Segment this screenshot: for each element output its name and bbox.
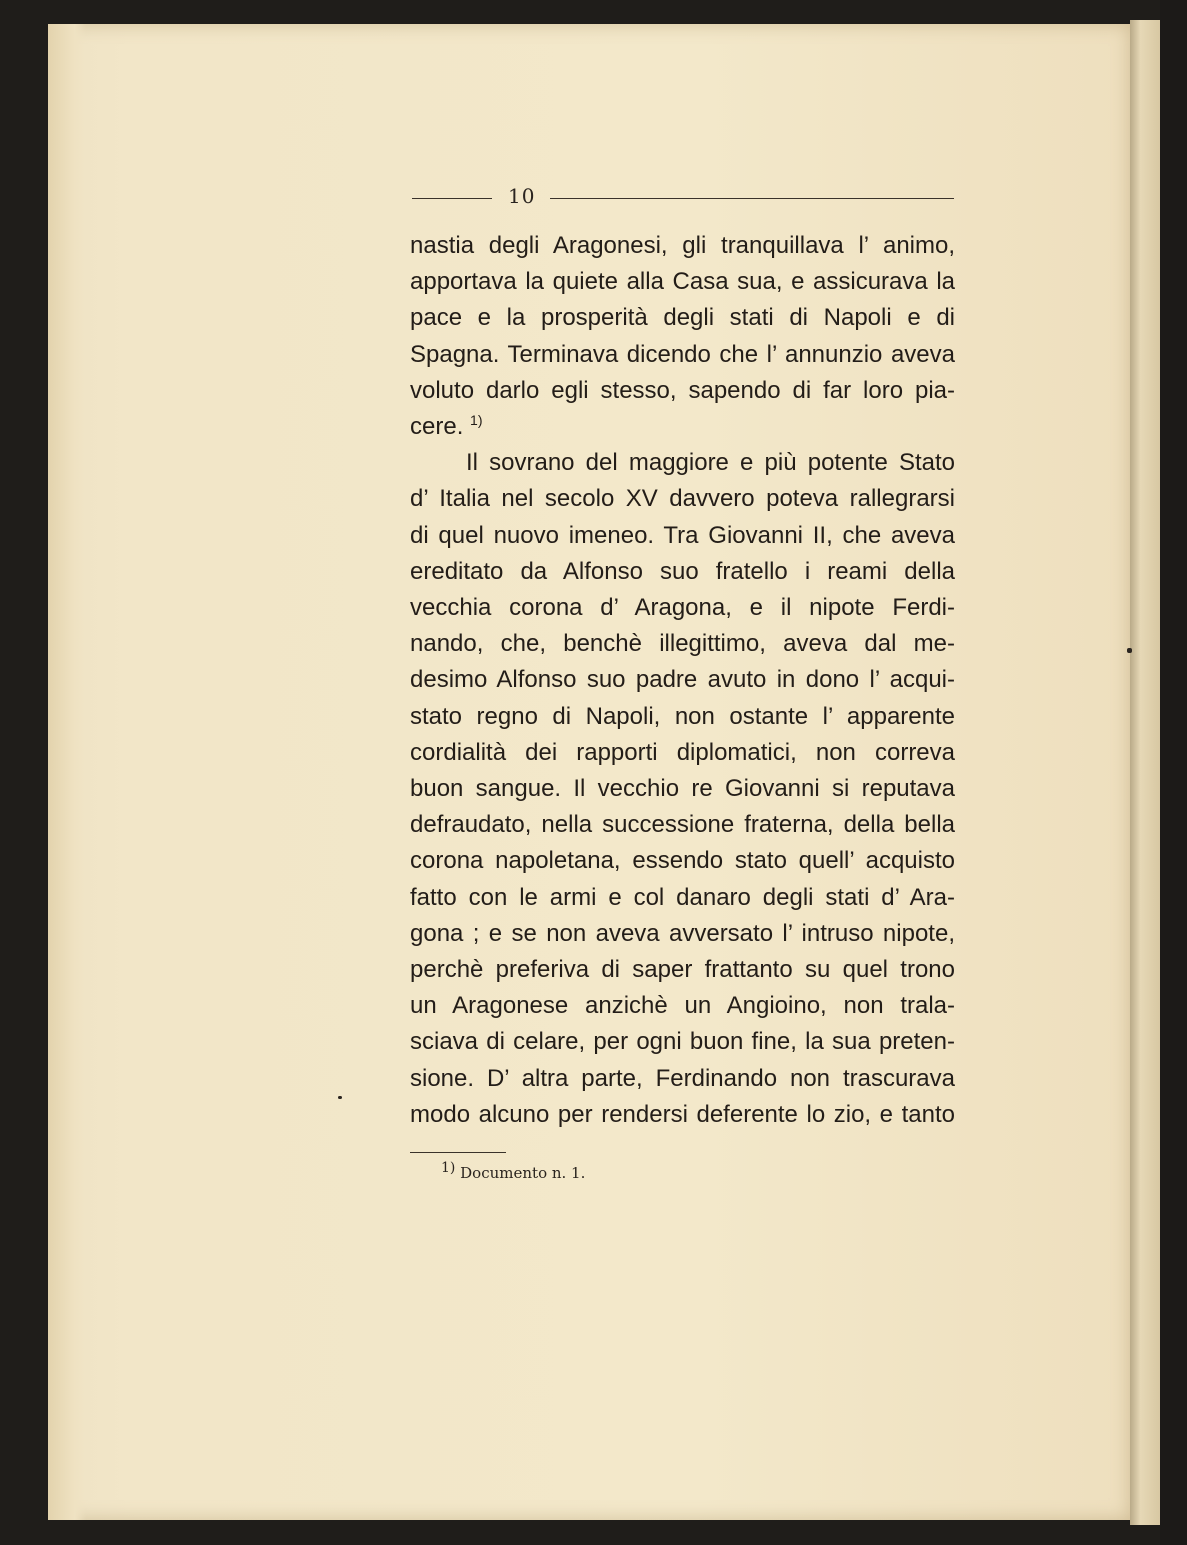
text-line: pace e la prosperità degli stati di Napoli e di <box>410 304 955 332</box>
next-page-edge <box>1130 20 1160 1525</box>
body-text <box>410 228 955 1133</box>
text-line: vecchia corona d’ Aragona, e il nipote Ferdi- <box>410 594 955 622</box>
footnote-marker: 1) <box>441 1160 456 1176</box>
text-line: desimo Alfonso suo padre avuto in dono l’ acqui- <box>410 666 955 694</box>
text-line: Spagna. Terminava dicendo che l’ annunzio aveva <box>410 340 955 368</box>
text-line: defraudato, nella successione fraterna, della bella <box>410 811 955 839</box>
text-line: cordialità dei rapporti diplomatici, non correva <box>410 738 955 766</box>
footnote-rule <box>410 1152 506 1153</box>
text-line: modo alcuno per rendersi deferente lo zio, e tanto <box>410 1100 955 1128</box>
deckled-page-edge <box>48 24 86 1520</box>
ink-speck <box>338 1096 342 1099</box>
header-rule-right <box>550 198 954 199</box>
text-line: ereditato da Alfonso suo fratello i reami della <box>410 557 955 585</box>
text-line: sione. D’ altra parte, Ferdinando non trascurava <box>410 1064 955 1092</box>
text-line: gona ; e se non aveva avversato l’ intruso nipote, <box>410 919 955 947</box>
text-line: buon sangue. Il vecchio re Giovanni si reputava <box>410 775 955 803</box>
text-line: perchè preferiva di saper frattanto su quel trono <box>410 956 955 984</box>
text-line: apportava la quiete alla Casa sua, e assicurava la <box>410 268 955 296</box>
text-line: stato regno di Napoli, non ostante l’ apparente <box>410 702 955 730</box>
text-line: fatto con le armi e col danaro degli stati d’ Ara- <box>410 883 955 911</box>
scan-background <box>1160 0 1187 1545</box>
text-line: un Aragonese anzichè un Angioino, non trala- <box>410 992 955 1020</box>
text-line: voluto darlo egli stesso, sapendo di far loro pia- <box>410 376 955 404</box>
text-line: nastia degli Aragonesi, gli tranquillava l’ animo, <box>410 232 955 259</box>
text-line: corona napoletana, essendo stato quell’ acquisto <box>410 847 955 875</box>
footnote <box>441 1160 586 1182</box>
text-line-end: cere. <box>410 413 464 441</box>
text-line: di quel nuovo imeneo. Tra Giovanni II, che aveva <box>410 521 955 549</box>
text-line: sciava di celare, per ogni buon fine, la sua preten- <box>410 1028 955 1056</box>
running-header <box>412 184 954 212</box>
text-line-with-footnote <box>410 409 955 445</box>
text-line: nando, che, benchè illegittimo, aveva dal me- <box>410 630 955 658</box>
header-rule-left <box>412 198 492 199</box>
text-line: d’ Italia nel secolo XV davvero poteva rallegrarsi <box>410 485 955 513</box>
footnote-reference: 1) <box>470 412 483 429</box>
ink-speck <box>1127 648 1132 653</box>
text-line: Il sovrano del maggiore e più potente Stato <box>466 449 955 477</box>
page-number: 10 <box>508 184 536 208</box>
footnote-text: Documento n. 1. <box>460 1164 586 1182</box>
